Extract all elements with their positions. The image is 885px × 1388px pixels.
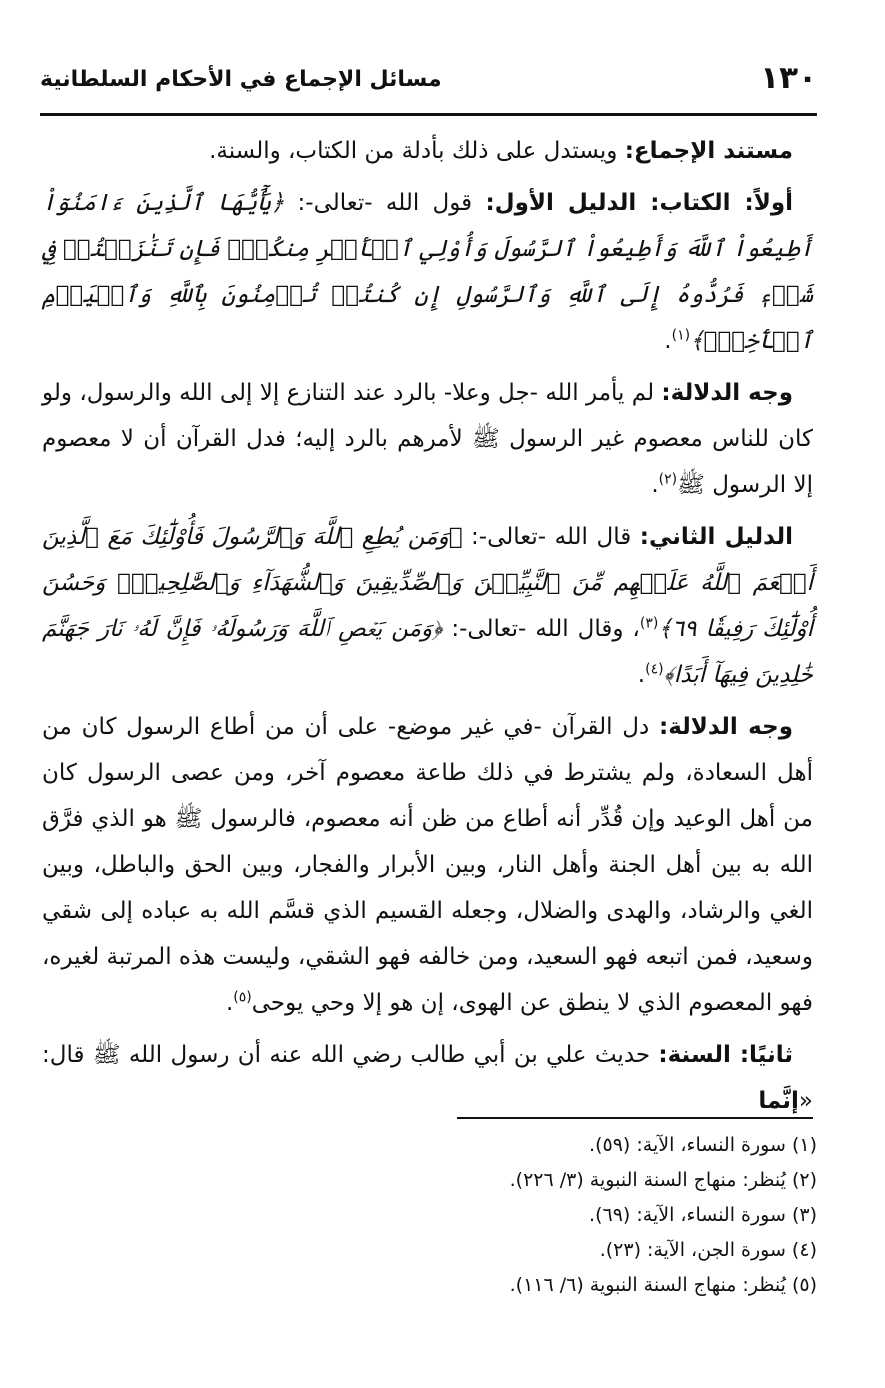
paragraph-text: ويستدل على ذلك بأدلة من الكتاب، والسنة.	[209, 138, 625, 164]
page-number: ١٣٠	[760, 60, 817, 96]
footnote-item: (٢) يُنظر: منهاج السنة النبوية (٣/ ٢٢٦).	[509, 1169, 817, 1191]
paragraph-text: قال الله -تعالى-:	[462, 524, 640, 550]
paragraph-text: لم يأمر الله -جل وعلا- بالرد عند التنازع إلا إلى الله والرسول، ولو كان للناس معصوم غير الرسول ﷺ لأمرهم بالرد إليه؛ فدل القرآن أن لا معصوم إلا الرسول ﷺ	[42, 380, 813, 498]
running-title: مسائل الإجماع في الأحكام السلطانية	[40, 67, 442, 92]
paragraph-text: ، وقال الله -تعالى-:	[442, 616, 640, 642]
footnote-item: (٥) يُنظر: منهاج السنة النبوية (٦/ ١١٦).	[509, 1274, 817, 1296]
paragraph-label: مستند الإجماع:	[624, 138, 793, 164]
paragraph-sunnah	[42, 1032, 813, 1124]
page-header	[40, 58, 817, 106]
footnote-ref: (٢)	[658, 471, 678, 488]
footnote-rule	[457, 1117, 813, 1119]
quran-verse: ﴿وَمَن يَعۡصِ ٱللَّهَ وَرَسُولَهُۥ فَإِنَّ لَهُۥ نَارَ جَهَنَّمَ خَٰلِدِينَ فِيهَآ أَبَدًا﴾	[42, 616, 813, 688]
footnote-ref: (٣)	[639, 615, 659, 632]
footnote-item: (٤) سورة الجن، الآية: (٢٣).	[599, 1239, 817, 1261]
paragraph-label: وجه الدلالة:	[661, 380, 793, 406]
paragraph-text: قول الله -تعالى-:	[284, 190, 486, 216]
header-rule	[40, 113, 817, 116]
paragraph-end: .	[651, 472, 659, 498]
paragraph-label: ثانيًا: السنة:	[658, 1042, 793, 1068]
paragraph-ijma-basis	[42, 128, 813, 174]
paragraph-bold-end: إنَّما	[758, 1088, 799, 1114]
quran-verse: ﴿وَمَن يُطِعِ ٱللَّهَ وَٱلرَّسُولَ فَأُوْلَٰٓئِكَ مَعَ ٱلَّذِينَ أَنۡعَمَ ٱللَّهُ عَلَيۡهِم مِّنَ ٱلنَّبِيِّـۧنَ وَٱلصِّدِّيقِينَ وَٱلشُّهَدَآءِ وَٱلصَّٰلِحِينَۚ وَحَسُنَ أُوْلَٰٓئِكَ رَفِيقٗا ٦٩﴾	[42, 524, 813, 642]
paragraph-text: دل القرآن -في غير موضع- على أن من أطاع الرسول كان من أهل السعادة، ولم يشترط في ذلك طاعة معصوم آخر، ومن عصى الرسول كان من أهل الوعيد وإن قُدِّر أنه أطاع من ظن أنه معصوم، فالرسول ﷺ هو الذي فرَّق الله به بين أهل الجنة وأهل النار، وبين الأبرار والفجار، وبين الحق والباطل، وبين الغي والرشاد، والهدى والضلال، وجعله القسيم الذي قسَّم الله به عباده إلى شقي وسعيد، فمن اتبعه فهو السعيد، ومن خالفه فهو الشقي، وليست هذه المرتبة لغيره، فهو المعصوم الذي لا ينطق عن الهوى، إن هو إلا وحي يوحى	[42, 714, 813, 1016]
paragraph-label: الدليل الثاني:	[639, 524, 793, 550]
paragraph-first-evidence	[42, 180, 813, 364]
paragraph-second-evidence	[42, 514, 813, 698]
paragraph-end: .	[637, 662, 646, 688]
footnote-item: (٣) سورة النساء، الآية: (٦٩).	[589, 1204, 817, 1226]
footnote-ref: (٥)	[233, 989, 252, 1006]
paragraph-end: .	[225, 990, 234, 1016]
paragraph-first-indication	[42, 370, 813, 508]
paragraph-second-indication	[42, 704, 813, 1026]
paragraph-end: .	[664, 328, 672, 354]
footnotes-list	[200, 1128, 817, 1303]
footnote-ref: (٤)	[645, 661, 664, 678]
main-text	[42, 128, 813, 1124]
paragraph-text: حديث علي بن أبي طالب رضي الله عنه أن رسول الله ﷺ قال: «	[42, 1042, 813, 1114]
paragraph-label: أولاً: الكتاب: الدليل الأول:	[485, 190, 793, 216]
footnote-item: (١) سورة النساء، الآية: (٥٩).	[589, 1134, 817, 1156]
footnote-ref: (١)	[671, 327, 691, 344]
paragraph-label: وجه الدلالة:	[659, 714, 793, 740]
quran-verse: ﴿يَٰٓأَيُّهَا ٱلَّذِينَ ءَامَنُوٓاْ أَطِيعُواْ ٱللَّهَ وَأَطِيعُواْ ٱلرَّسُولَ وَأُوْلِي ٱلۡأَمۡرِ مِنكُمۡۖ فَإِن تَنَٰزَعۡتُمۡ فِي شَيۡءٖ فَرُدُّوهُ إِلَى ٱللَّهِ وَٱلرَّسُولِ إِن كُنتُمۡ تُؤۡمِنُونَ بِٱللَّهِ وَٱلۡيَوۡمِ ٱلۡأٓخِرِۚ﴾	[42, 190, 813, 354]
